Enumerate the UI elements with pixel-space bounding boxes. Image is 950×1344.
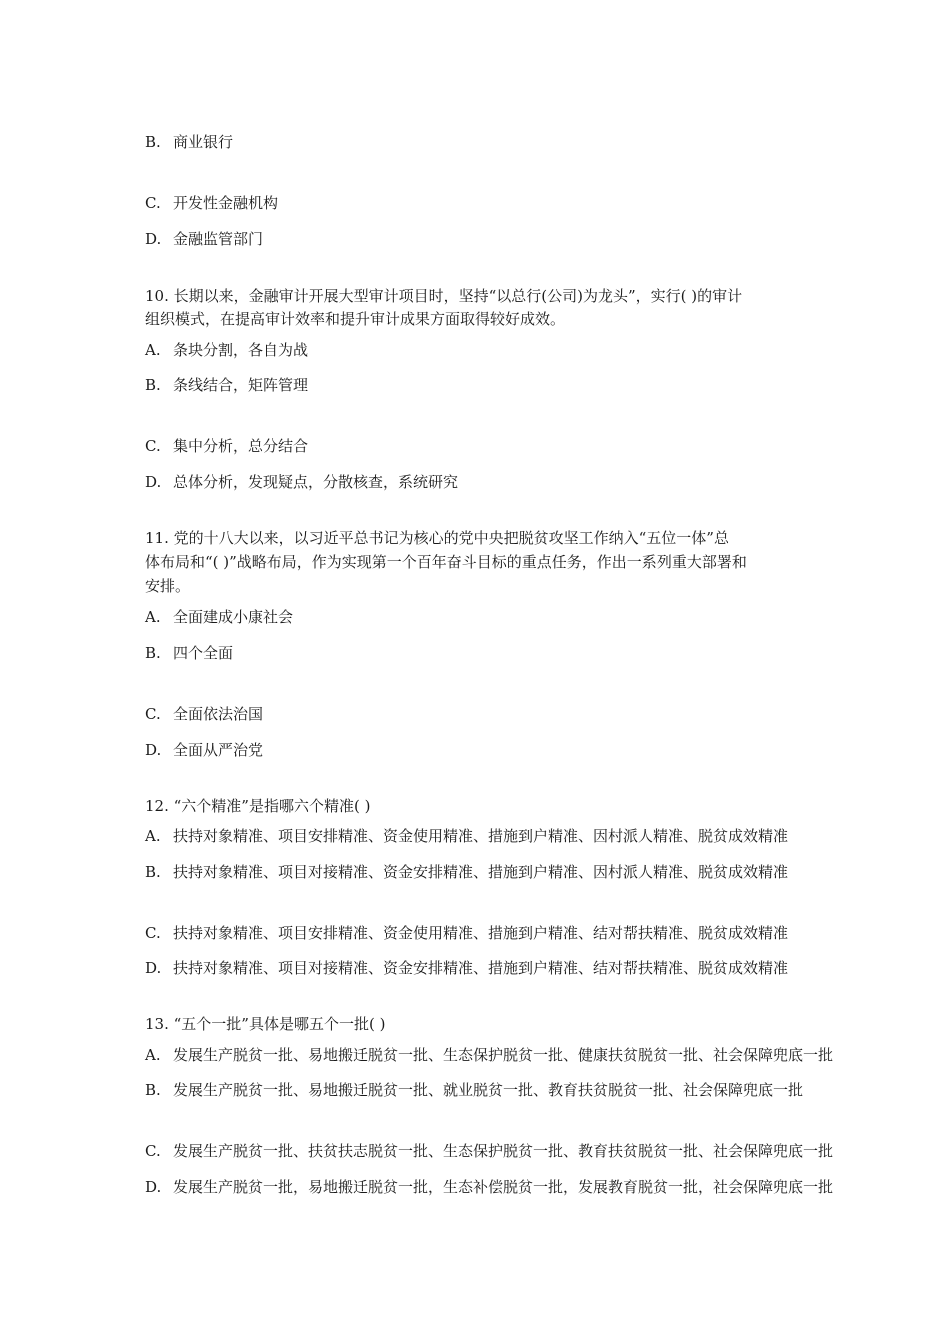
question-stem: 体布局和“( )”战略布局，作为实现第一个百年奋斗目标的重点任务，作出一系列重大部署和 [145, 553, 747, 571]
option-d: D. 全面从严治党 [145, 741, 264, 759]
option-b: B. 商业银行 [145, 133, 234, 151]
option-c: C. 集中分析，总分结合 [145, 437, 309, 455]
option-a: A. 全面建成小康社会 [145, 608, 294, 626]
option-c: C. 发展生产脱贫一批、扶贫扶志脱贫一批、生态保护脱贫一批、教育扶贫脱贫一批、社会保障兜底一批 [145, 1142, 834, 1160]
option-a: A. 发展生产脱贫一批、易地搬迁脱贫一批、生态保护脱贫一批、健康扶贫脱贫一批、社会保障兜底一批 [145, 1046, 834, 1064]
question-stem: 组织模式，在提高审计效率和提升审计成果方面取得较好成效。 [145, 310, 566, 328]
option-c: C. 开发性金融机构 [145, 194, 279, 212]
option-b: B. 发展生产脱贫一批、易地搬迁脱贫一批、就业脱贫一批、教育扶贫脱贫一批、社会保障兜底一批 [145, 1081, 804, 1099]
question-stem: 13. “五个一批”具体是哪五个一批( ) [145, 1015, 386, 1033]
option-b: B. 扶持对象精准、项目对接精准、资金安排精准、措施到户精准、因村派人精准、脱贫成效精准 [145, 863, 789, 881]
option-d: D. 金融监管部门 [145, 230, 264, 248]
question-stem: 12. “六个精准”是指哪六个精准( ) [145, 797, 371, 815]
option-a: A. 扶持对象精准、项目安排精准、资金使用精准、措施到户精准、因村派人精准、脱贫成效精准 [145, 827, 789, 845]
option-d: D. 发展生产脱贫一批，易地搬迁脱贫一批，生态补偿脱贫一批，发展教育脱贫一批，社会保障兜底一批 [145, 1178, 834, 1196]
option-a: A. 条块分割，各自为战 [145, 341, 309, 359]
option-c: C. 扶持对象精准、项目安排精准、资金使用精准、措施到户精准、结对帮扶精准、脱贫成效精准 [145, 924, 789, 942]
option-b: B. 四个全面 [145, 644, 234, 662]
question-stem: 11. 党的十八大以来，以习近平总书记为核心的党中央把脱贫攻坚工作纳入“五位一体”总 [145, 529, 729, 547]
option-d: D. 总体分析，发现疑点，分散核查，系统研究 [145, 473, 459, 491]
option-c: C. 全面依法治国 [145, 705, 264, 723]
question-stem: 安排。 [145, 577, 191, 595]
option-b: B. 条线结合，矩阵管理 [145, 376, 309, 394]
option-d: D. 扶持对象精准、项目对接精准、资金安排精准、措施到户精准、结对帮扶精准、脱贫成效精准 [145, 959, 789, 977]
question-stem: 10. 长期以来，金融审计开展大型审计项目时，坚持“以总行(公司)为龙头”，实行( )的审计 [145, 287, 743, 305]
